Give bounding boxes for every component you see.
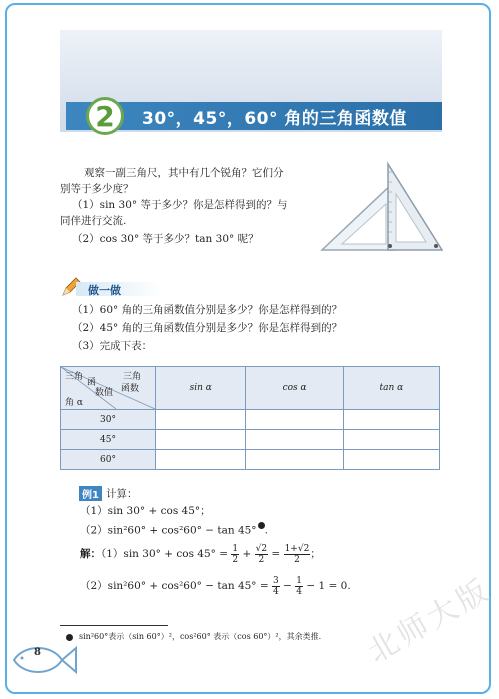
table-corner-cell: 三角 函 三角 函数 数值 角 α [61,367,156,410]
section-number-badge: 2 [86,97,124,135]
table-cell [156,430,246,450]
trig-values-table [60,366,440,470]
solution-label: 解： [80,548,101,560]
table-cell [246,450,343,470]
row-header-60: 60° [61,450,156,470]
column-header-sin: sin α [156,367,246,410]
intro-question-1-cont: 同伴进行交流. [60,215,127,227]
activity-question-3: （3）完成下表： [72,340,153,352]
row-header-45: 45° [61,430,156,450]
example-problem-1: （1）sin 30° + cos 45°； [80,505,211,517]
section-title: 30°，45°，60° 角的三角函数值 [142,109,407,129]
table-cell [156,410,246,430]
intro-question-1: （1）sin 30° 等于多少？你是怎样得到的？与 [72,199,288,211]
row-header-30: 30° [61,410,156,430]
intro-question-2: （2）cos 30° 等于多少？tan 30° 呢？ [72,233,259,245]
table-row [61,450,440,470]
table-cell [156,450,246,470]
intro-line-1: 观察一副三角尺，其中有几个锐角？它们分 [84,167,284,179]
column-header-cos: cos α [246,367,343,410]
table-cell [246,410,343,430]
solution-2: （2）sin²60° + cos²60° − tan 45° = $\frac{3}{4}$ − $\frac{1}{4}$ − 1 = 0. [80,575,351,597]
footnote-divider [60,625,168,626]
activity-question-2: （2）45° 角的三角函数值分别是多少？你是怎样得到的？ [72,322,343,334]
footnote-marker-icon [258,522,265,529]
table-row [61,430,440,450]
intro-line-2: 别等于多少度？ [60,183,134,195]
column-header-tan: tan α [343,367,439,410]
watermark: 北师大版 [362,571,498,671]
activity-heading: 做一做 [88,284,121,297]
example-tag: 例1 [79,486,102,501]
table-cell [246,430,343,450]
table-cell [343,430,439,450]
solution-1: 解：（1）sin 30° + cos 45° = $\frac{1}{2}$ + $\frac{√2}{2}$ = $\frac{1+√2}{2}$ ； [80,543,321,565]
footnote: sin²60°表示（sin 60°）²，cos²60° 表示（cos 60°）²，其余类推. [66,630,321,644]
activity-question-1: （1）60° 角的三角函数值分别是多少？你是怎样得到的？ [72,304,343,316]
page-number-fish-icon [6,640,78,680]
table-cell [343,410,439,430]
page-number: 8 [34,647,41,658]
example-problem-2: （2）sin²60° + cos²60° − tan 45° . [80,522,268,538]
table-cell [343,450,439,470]
example-label: 计算： [106,488,138,500]
table-row [61,410,440,430]
set-square-illustration [318,160,446,254]
